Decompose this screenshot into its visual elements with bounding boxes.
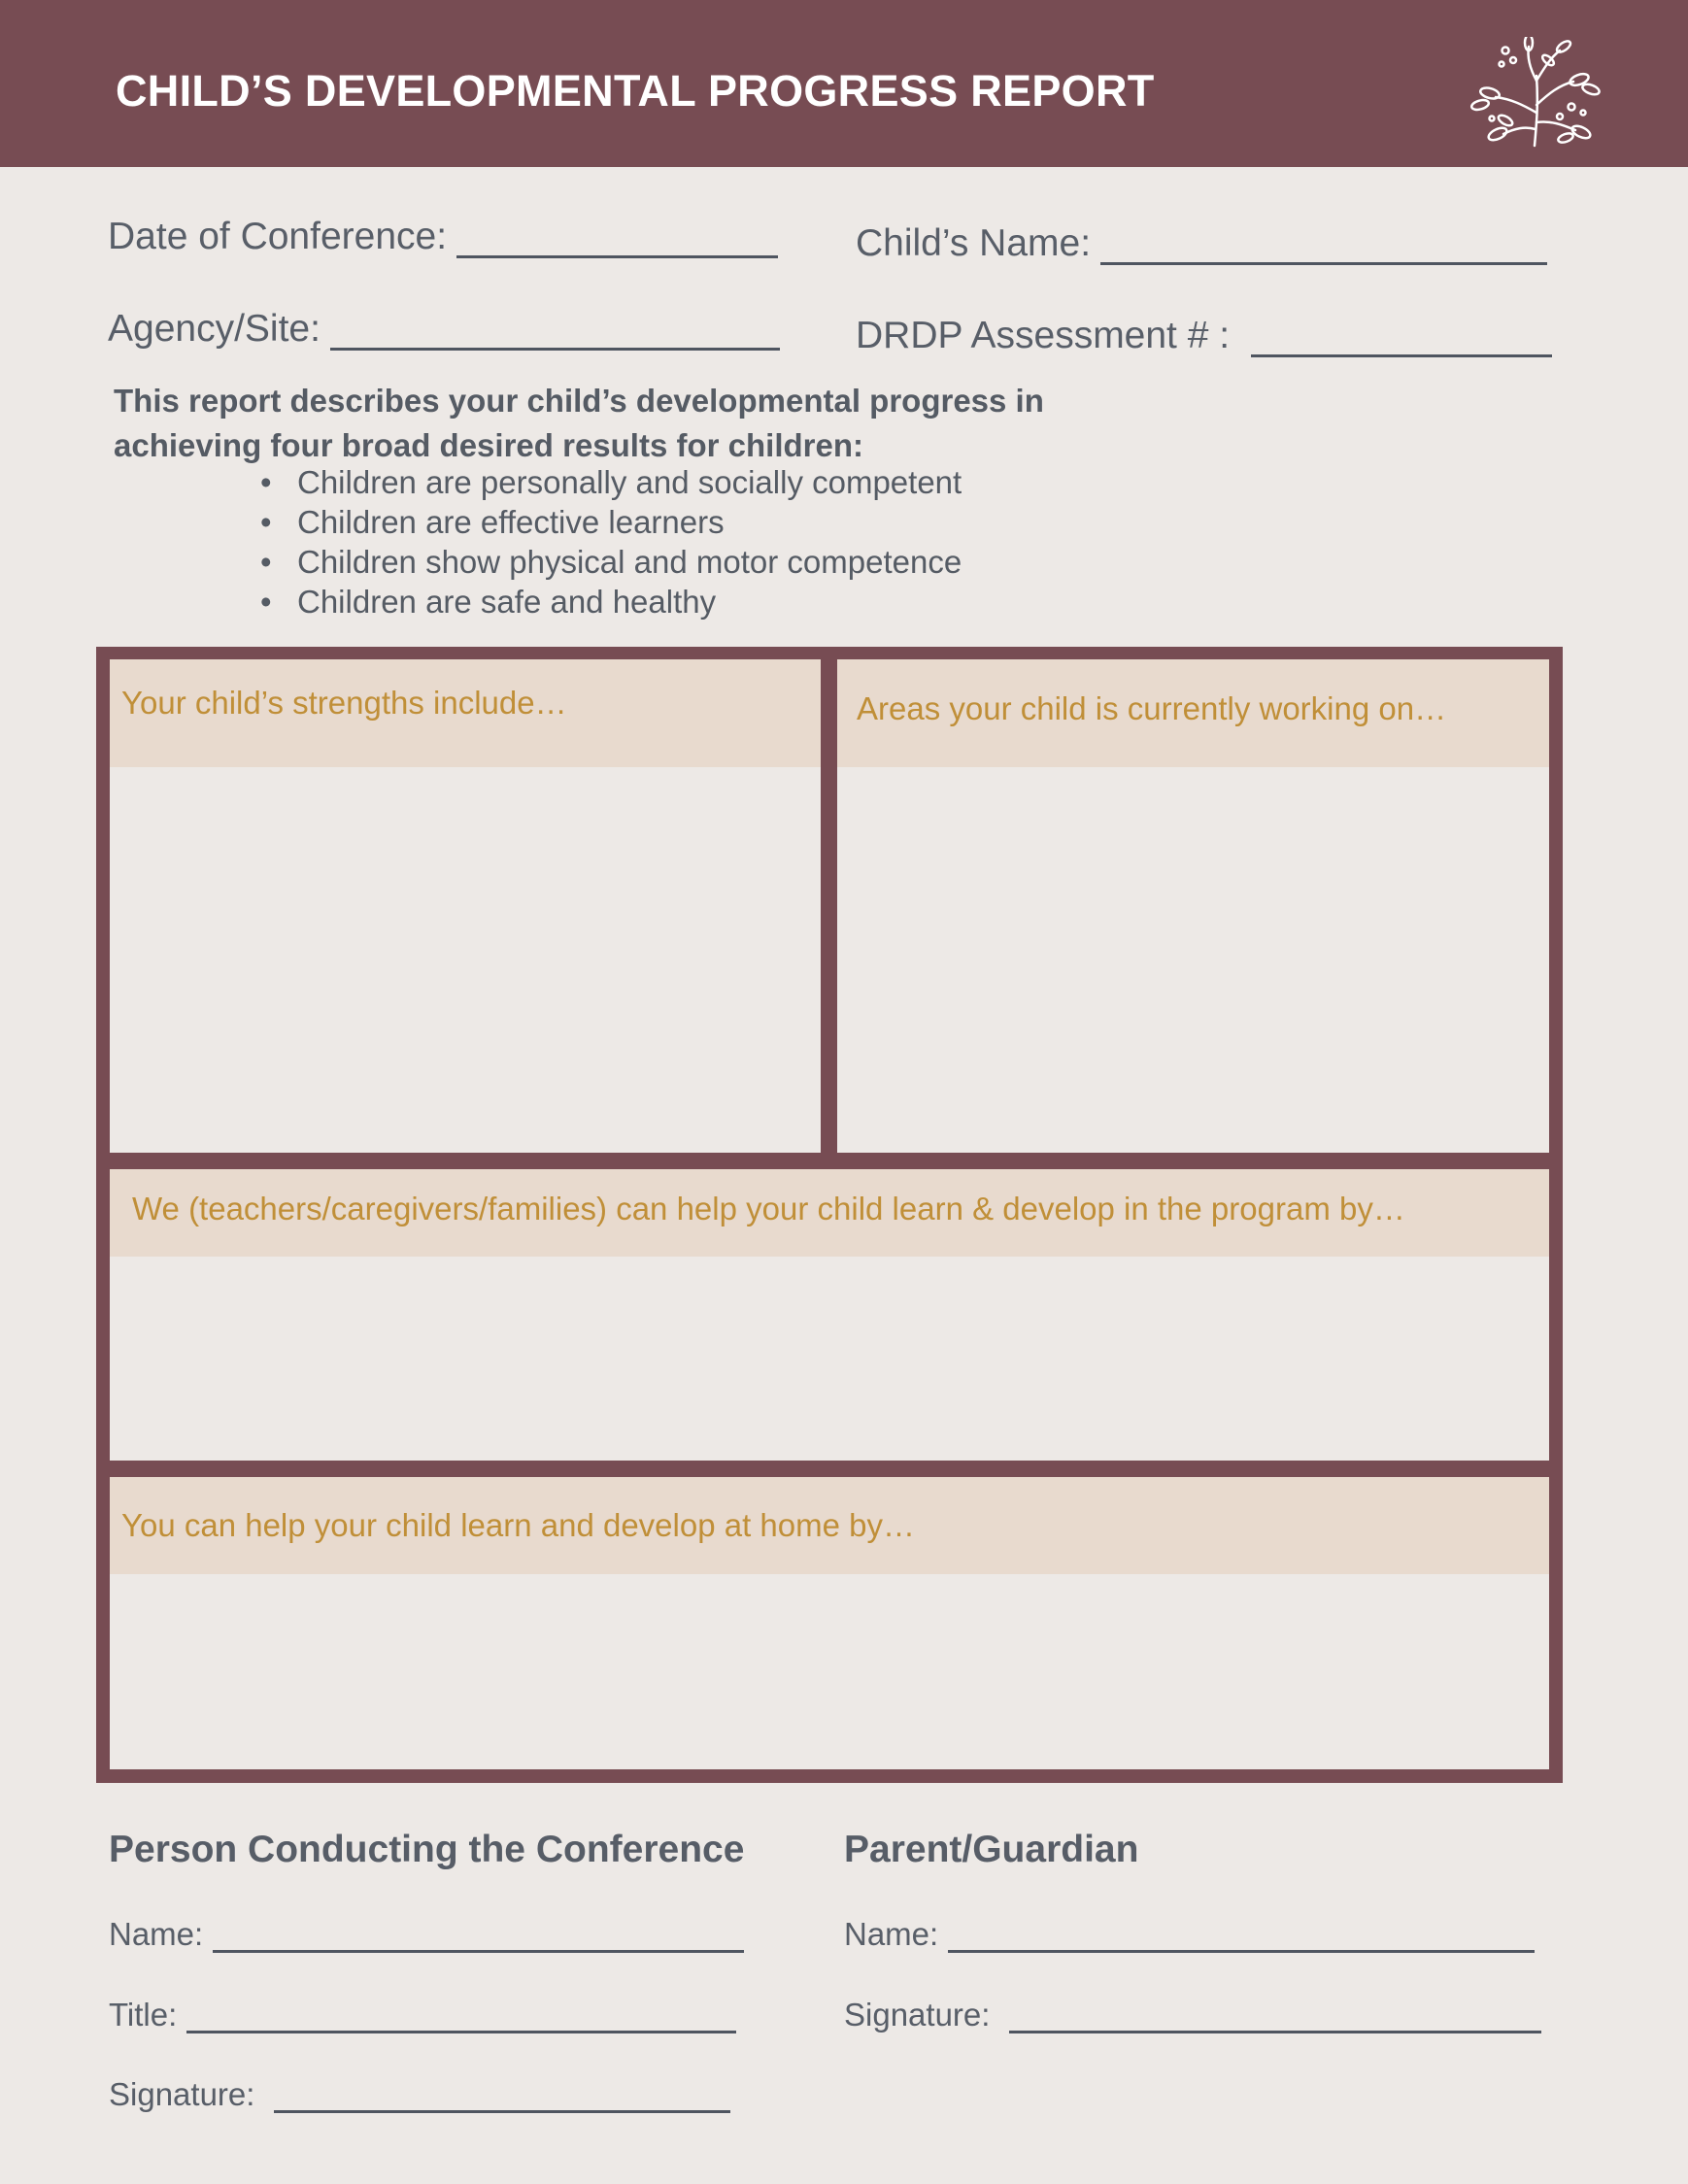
drdp-assessment-field[interactable] xyxy=(856,315,1552,357)
list-item: • Children are personally and socially competent xyxy=(297,462,962,502)
parent-name-field[interactable] xyxy=(844,1916,1535,1953)
conductor-name-line[interactable] xyxy=(213,1924,744,1953)
program-help-heading: We (teachers/caregivers/families) can help your child learn & develop in the program by… xyxy=(110,1169,1549,1257)
working-on-panel[interactable] xyxy=(837,659,1549,1153)
floral-branch-icon xyxy=(1467,37,1608,151)
list-item: • Children are safe and healthy xyxy=(297,582,962,622)
conductor-signature-line[interactable] xyxy=(274,2084,730,2113)
parent-heading: Parent/Guardian xyxy=(844,1829,1139,1870)
conductor-name-field[interactable] xyxy=(109,1916,744,1953)
conductor-title-line[interactable] xyxy=(186,2004,736,2033)
home-help-heading: You can help your child learn and develop at home by… xyxy=(110,1477,1549,1574)
parent-name-label: Name: xyxy=(844,1916,939,1952)
notes-frame xyxy=(96,647,1563,1783)
date-of-conference-label: Date of Conference: xyxy=(108,216,448,257)
parent-signature-line[interactable] xyxy=(1009,2004,1541,2033)
working-on-heading: Areas your child is currently working on… xyxy=(837,659,1549,767)
strengths-panel[interactable] xyxy=(110,659,821,1153)
drdp-assessment-line[interactable] xyxy=(1251,324,1552,357)
home-help-panel[interactable] xyxy=(110,1477,1549,1769)
list-item: • Children show physical and motor competence xyxy=(297,542,962,582)
program-help-panel[interactable] xyxy=(110,1169,1549,1461)
results-list xyxy=(297,462,962,622)
date-of-conference-line[interactable] xyxy=(456,225,778,258)
conductor-signature-field[interactable] xyxy=(109,2076,730,2113)
agency-site-label: Agency/Site: xyxy=(108,308,321,350)
parent-signature-field[interactable] xyxy=(844,1997,1541,2033)
intro-text: This report describes your child’s developmental progress in achieving four broad desired results for children: xyxy=(114,383,1044,463)
conductor-title-field[interactable] xyxy=(109,1997,736,2033)
page-title: CHILD’S DEVELOPMENTAL PROGRESS REPORT xyxy=(116,66,1155,116)
conductor-name-label: Name: xyxy=(109,1916,204,1952)
header-banner xyxy=(0,0,1688,167)
conductor-title-label: Title: xyxy=(109,1997,178,2033)
date-of-conference-field[interactable] xyxy=(108,216,778,258)
childs-name-label: Child’s Name: xyxy=(856,222,1092,264)
agency-site-line[interactable] xyxy=(330,318,780,351)
parent-name-line[interactable] xyxy=(948,1924,1535,1953)
list-item: • Children are effective learners xyxy=(297,502,962,542)
agency-site-field[interactable] xyxy=(108,308,780,351)
parent-signature-label: Signature: xyxy=(844,1997,991,2033)
drdp-assessment-label: DRDP Assessment # : xyxy=(856,315,1231,356)
childs-name-line[interactable] xyxy=(1100,232,1547,265)
childs-name-field[interactable] xyxy=(856,222,1547,265)
strengths-heading: Your child’s strengths include… xyxy=(110,659,821,767)
conductor-heading: Person Conducting the Conference xyxy=(109,1829,745,1870)
conductor-signature-label: Signature: xyxy=(109,2076,255,2112)
